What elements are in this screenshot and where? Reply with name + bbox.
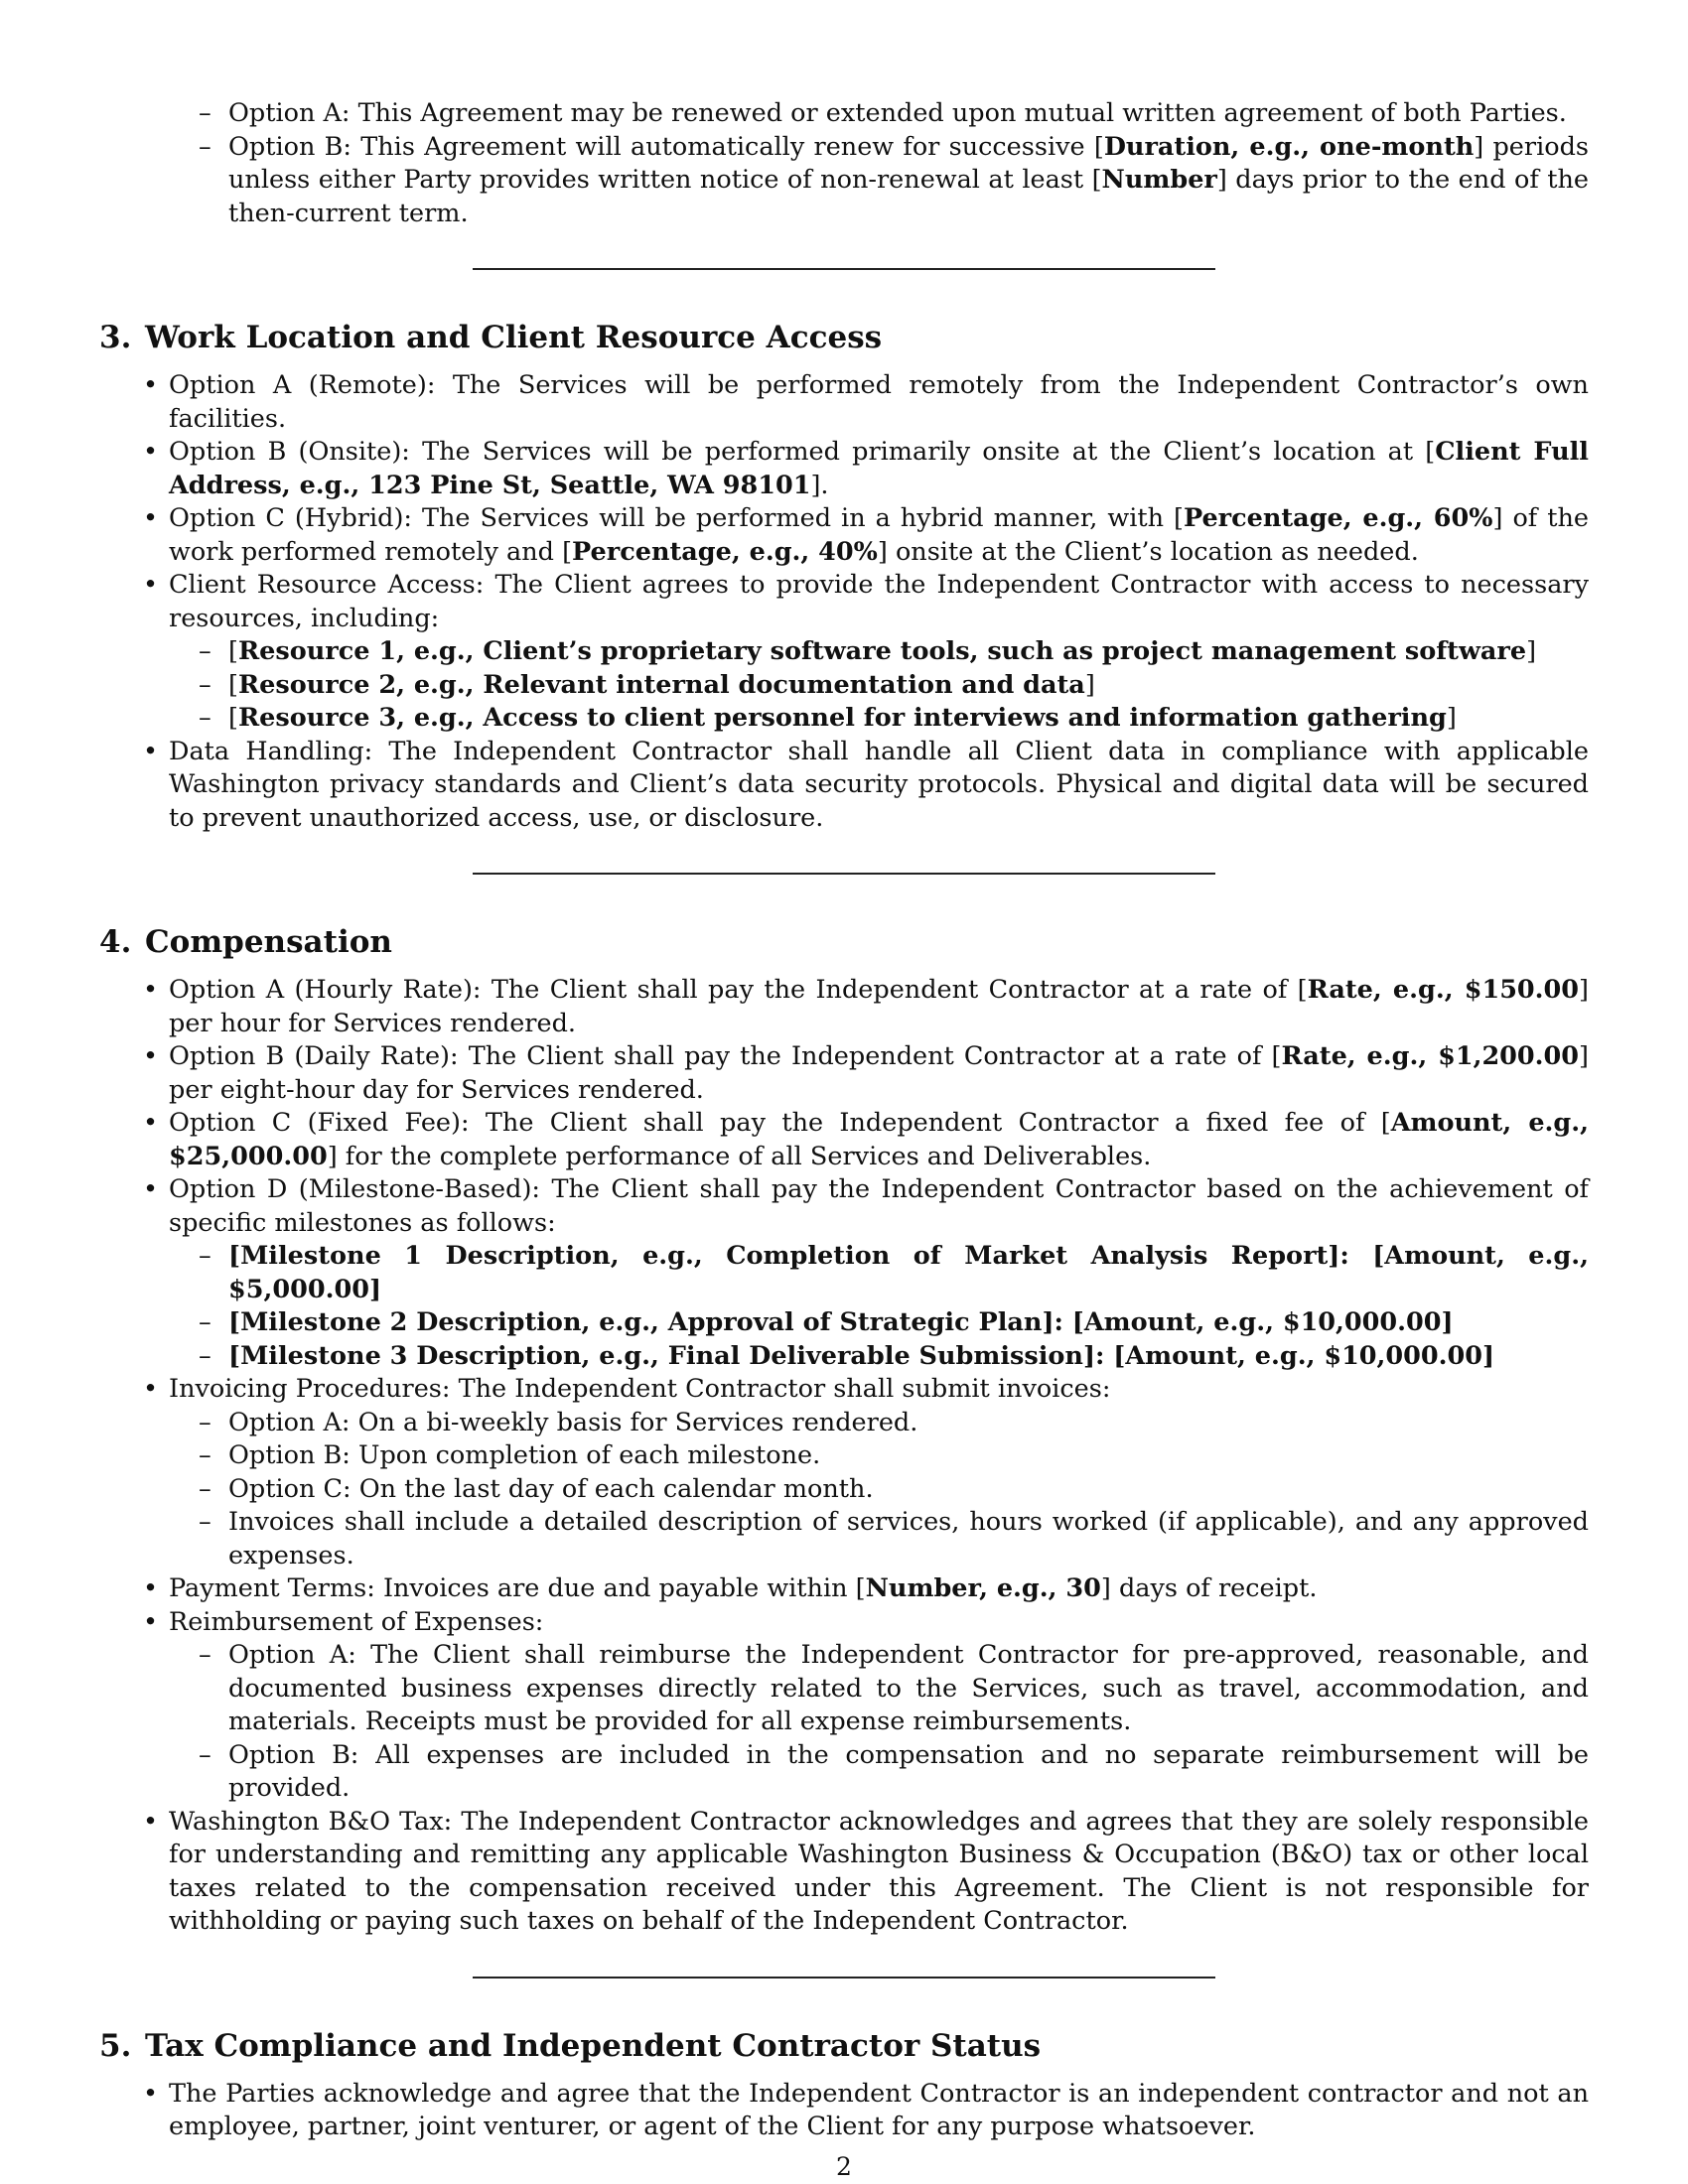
section-divider [473,1977,1215,1979]
list-item: • Invoicing Procedures: The Independent Contractor shall submit invoices: – Option A: On a bi-weekly basis for Services rendered. – Option B: Upon completion of each milestone. – Option C: On the last day of each calendar month. – Invoices shall include a detailed description of services, hours worked (if applicable), and any approved expenses. [169,1373,1589,1572]
list-item: • Client Resource Access: The Client agrees to provide the Independent Contractor with access to necessary resources, including: – [Resource 1, e.g., Client’s proprietary software tools, such as project management software] – [Resource 2, e.g., Relevant internal documentation and data] – [Resource 3, e.g., Access to client personnel for interviews and information gathering] [169,569,1589,736]
list-item: • Option A (Remote): The Services will be performed remotely from the Independent Contractor’s own facilities. [169,369,1589,436]
milestone-item: – [Milestone 1 Description, e.g., Completion of Market Analysis Report]: [Amount, e.g., $5,000.00] [228,1240,1589,1306]
section-divider [473,873,1215,875]
renewal-option-a: – Option A: This Agreement may be renewed or extended upon mutual written agreement of both Parties. [228,97,1589,131]
list-item: • Option A (Hourly Rate): The Client shall pay the Independent Contractor at a rate of [Rate, e.g., $150.00] per hour for Services rendered. [169,974,1589,1040]
section-5-list [99,2078,1589,2144]
reimbursement-list [169,1639,1589,1806]
list-item: • Reimbursement of Expenses: – Option A: The Client shall reimburse the Independent Contractor for pre-approved, reasonable, and documented business expenses directly related to the Services, such as travel, accommodation, and materials. Receipts must be provided for all expense reimbursements. – Option B: All expenses are included in the compensation and no separate reimbursement will be provided. [169,1606,1589,1806]
section-4-list [99,974,1589,1939]
section-3-list [99,369,1589,835]
milestone-list [169,1240,1589,1373]
list-item: • Option B (Onsite): The Services will be performed primarily onsite at the Client’s location at [Client Full Address, e.g., 123 Pine St, Seattle, WA 98101]. [169,436,1589,502]
invoicing-item: – Option A: On a bi-weekly basis for Services rendered. [228,1407,1589,1440]
list-item: • Option D (Milestone-Based): The Client shall pay the Independent Contractor based on the achievement of specific milestones as follows: – [Milestone 1 Description, e.g., Completion of Market Analysis Report]: [Amount, e.g., $5,000.00] – [Milestone 2 Description, e.g., Approval of Strategic Plan]: [Amount, e.g., $10,000.00] – [Milestone 3 Description, e.g., Final Deliverable Submission]: [Amount, e.g., $10,000.00] [169,1173,1589,1373]
milestone-item: – [Milestone 2 Description, e.g., Approval of Strategic Plan]: [Amount, e.g., $10,000.00] [228,1306,1589,1340]
renewal-options [99,97,1589,230]
reimbursement-item: – Option B: All expenses are included in the compensation and no separate reimbursement will be provided. [228,1739,1589,1806]
invoicing-item: – Option C: On the last day of each calendar month. [228,1473,1589,1507]
invoicing-item: – Option B: Upon completion of each milestone. [228,1439,1589,1473]
list-item: • Washington B&O Tax: The Independent Contractor acknowledges and agrees that they are solely responsible for understanding and remitting any applicable Washington Business & Occupation (B&O) tax or other local taxes related to the compensation received under this Agreement. The Client is not responsible for withholding or paying such taxes on behalf of the Independent Contractor. [169,1806,1589,1939]
list-item: • Option C (Hybrid): The Services will be performed in a hybrid manner, with [Percentage, e.g., 60%] of the work performed remotely and [Percentage, e.g., 40%] onsite at the Client’s location as needed. [169,502,1589,569]
page-number: 2 [836,2152,852,2181]
resource-item: – [Resource 2, e.g., Relevant internal documentation and data] [228,669,1589,703]
resource-item: – [Resource 3, e.g., Access to client personnel for interviews and information gathering] [228,702,1589,736]
section-4-heading: 4. Compensation [99,924,392,960]
resource-list [169,635,1589,736]
section-5-heading: 5. Tax Compliance and Independent Contractor Status [99,2027,1042,2064]
list-item: • Payment Terms: Invoices are due and payable within [Number, e.g., 30] days of receipt. [169,1572,1589,1606]
list-item: • Option B (Daily Rate): The Client shall pay the Independent Contractor at a rate of [Rate, e.g., $1,200.00] per eight-hour day for Services rendered. [169,1040,1589,1107]
section-divider [473,268,1215,270]
list-item: • Option C (Fixed Fee): The Client shall pay the Independent Contractor a fixed fee of [Amount, e.g., $25,000.00] for the complete performance of all Services and Deliverables. [169,1107,1589,1173]
section-3-heading: 3. Work Location and Client Resource Access [99,320,883,355]
milestone-item: – [Milestone 3 Description, e.g., Final Deliverable Submission]: [Amount, e.g., $10,000.00] [228,1340,1589,1374]
resource-item: – [Resource 1, e.g., Client’s proprietary software tools, such as project management software] [228,635,1589,669]
renewal-option-b: – Option B: This Agreement will automatically renew for successive [Duration, e.g., one-month] periods unless either Party provides written notice of non-renewal at least [Number] days prior to the end of the then-current term. [228,131,1589,231]
invoicing-item: – Invoices shall include a detailed description of services, hours worked (if applicable), and any approved expenses. [228,1506,1589,1572]
list-item: • Data Handling: The Independent Contractor shall handle all Client data in compliance with applicable Washington privacy standards and Client’s data security protocols. Physical and digital data will be secured to prevent unauthorized access, use, or disclosure. [169,736,1589,836]
invoicing-list [169,1407,1589,1573]
list-item: • The Parties acknowledge and agree that the Independent Contractor is an independent contractor and not an employee, partner, joint venturer, or agent of the Client for any purpose whatsoever. [169,2078,1589,2144]
reimbursement-item: – Option A: The Client shall reimburse the Independent Contractor for pre-approved, reasonable, and documented business expenses directly related to the Services, such as travel, accommodation, and materials. Receipts must be provided for all expense reimbursements. [228,1639,1589,1739]
